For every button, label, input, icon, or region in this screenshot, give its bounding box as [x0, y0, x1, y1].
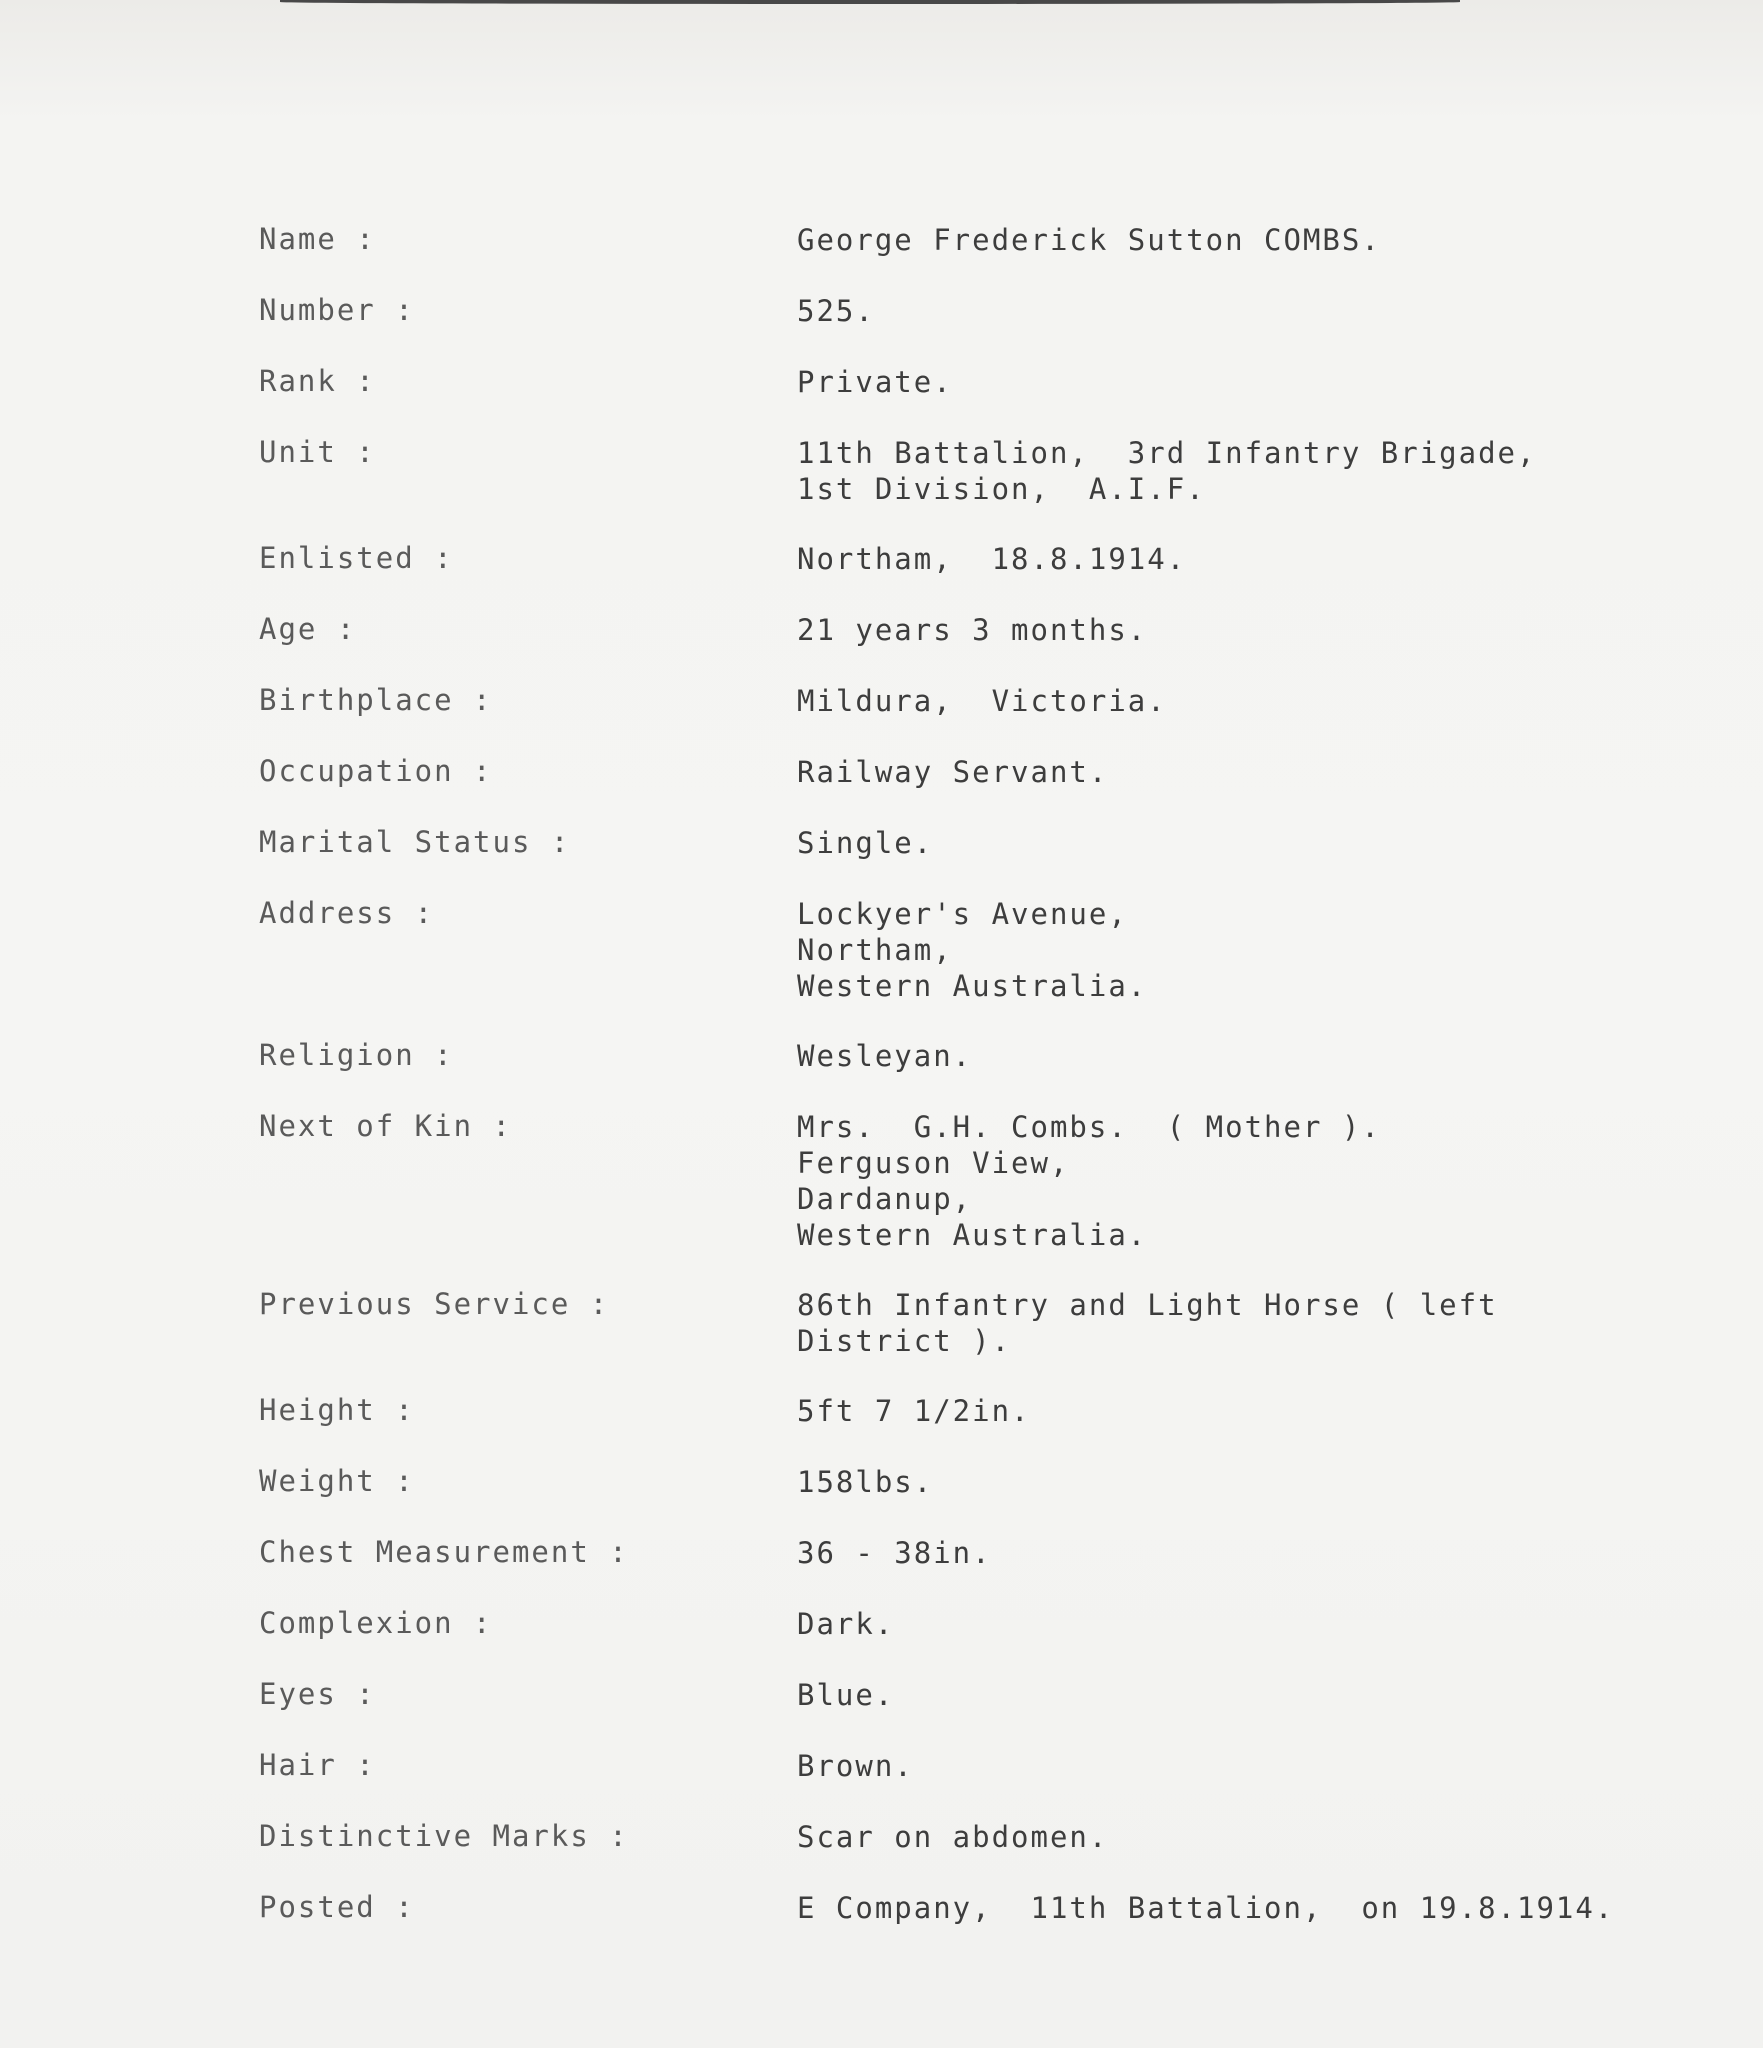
- field-label: Occupation :: [259, 754, 493, 788]
- field-label: Next of Kin :: [259, 1109, 512, 1143]
- field-value-line: Western Australia.: [797, 1218, 1148, 1252]
- field-value-line: 158lbs.: [797, 1465, 934, 1499]
- field-value: [797, 435, 1536, 507]
- field-value-line: Ferguson View,: [797, 1146, 1070, 1180]
- field-value: [797, 1287, 1498, 1359]
- field-value: [797, 825, 933, 861]
- field-label: Number :: [259, 293, 415, 327]
- field-label: Enlisted :: [259, 541, 454, 575]
- field-label: Previous Service :: [259, 1287, 610, 1321]
- field-value: [797, 1535, 992, 1571]
- field-label: Posted :: [259, 1890, 415, 1924]
- field-label: Chest Measurement :: [259, 1535, 629, 1569]
- field-value-line: Wesleyan.: [797, 1039, 973, 1073]
- field-value-line: Private.: [797, 365, 953, 399]
- field-value-line: Blue.: [797, 1678, 895, 1712]
- field-label: Eyes :: [259, 1677, 376, 1711]
- field-value: [797, 1748, 914, 1784]
- field-label: Name :: [259, 222, 376, 256]
- field-value: [797, 683, 1167, 719]
- field-value-line: 525.: [797, 294, 875, 328]
- scan-top-edge: [280, 0, 1460, 4]
- field-value: [797, 1819, 1108, 1855]
- field-label: Unit :: [259, 435, 376, 469]
- field-value: [797, 754, 1108, 790]
- field-label: Birthplace :: [259, 683, 493, 717]
- field-value: [797, 612, 1147, 648]
- field-label: Marital Status :: [259, 825, 571, 859]
- field-value-line: Railway Servant.: [797, 755, 1109, 789]
- field-label: Age :: [259, 612, 357, 646]
- field-value: [797, 293, 875, 329]
- field-label: Complexion :: [259, 1606, 493, 1640]
- field-label: Weight :: [259, 1464, 415, 1498]
- field-value-line: 86th Infantry and Light Horse ( left: [797, 1288, 1498, 1322]
- field-label: Hair :: [259, 1748, 376, 1782]
- field-value: [797, 1393, 1031, 1429]
- field-value-line: 5ft 7 1/2in.: [797, 1394, 1031, 1428]
- field-label: Religion :: [259, 1038, 454, 1072]
- field-value-line: Mildura, Victoria.: [797, 684, 1167, 718]
- field-value-line: Lockyer's Avenue,: [797, 897, 1128, 931]
- field-value-line: 1st Division, A.I.F.: [797, 472, 1206, 506]
- field-value: [797, 1677, 894, 1713]
- field-value: [797, 222, 1381, 258]
- field-value-line: 21 years 3 months.: [797, 613, 1148, 647]
- field-value-line: Brown.: [797, 1749, 914, 1783]
- field-value: [797, 541, 1186, 577]
- field-value-line: Northam, 18.8.1914.: [797, 542, 1187, 576]
- field-value-line: 11th Battalion, 3rd Infantry Brigade,: [797, 436, 1537, 470]
- field-value-line: George Frederick Sutton COMBS.: [797, 223, 1381, 257]
- field-value: [797, 1890, 1614, 1926]
- field-value-line: Western Australia.: [797, 969, 1148, 1003]
- field-value: [797, 1464, 933, 1500]
- field-label: Rank :: [259, 364, 376, 398]
- field-value-line: Single.: [797, 826, 934, 860]
- field-label: Address :: [259, 896, 435, 930]
- field-value: [797, 1109, 1381, 1253]
- field-label: Distinctive Marks :: [259, 1819, 629, 1853]
- field-value-line: Dark.: [797, 1607, 895, 1641]
- field-value-line: Mrs. G.H. Combs. ( Mother ).: [797, 1110, 1381, 1144]
- field-value-line: Scar on abdomen.: [797, 1820, 1109, 1854]
- field-value: [797, 896, 1147, 1004]
- field-value-line: Northam,: [797, 933, 953, 967]
- field-label: Height :: [259, 1393, 415, 1427]
- field-value: [797, 364, 953, 400]
- field-value-line: 36 - 38in.: [797, 1536, 992, 1570]
- field-value-line: Dardanup,: [797, 1182, 973, 1216]
- field-value: [797, 1606, 894, 1642]
- field-value-line: District ).: [797, 1324, 1012, 1358]
- field-value-line: E Company, 11th Battalion, on 19.8.1914.: [797, 1891, 1615, 1925]
- field-value: [797, 1038, 972, 1074]
